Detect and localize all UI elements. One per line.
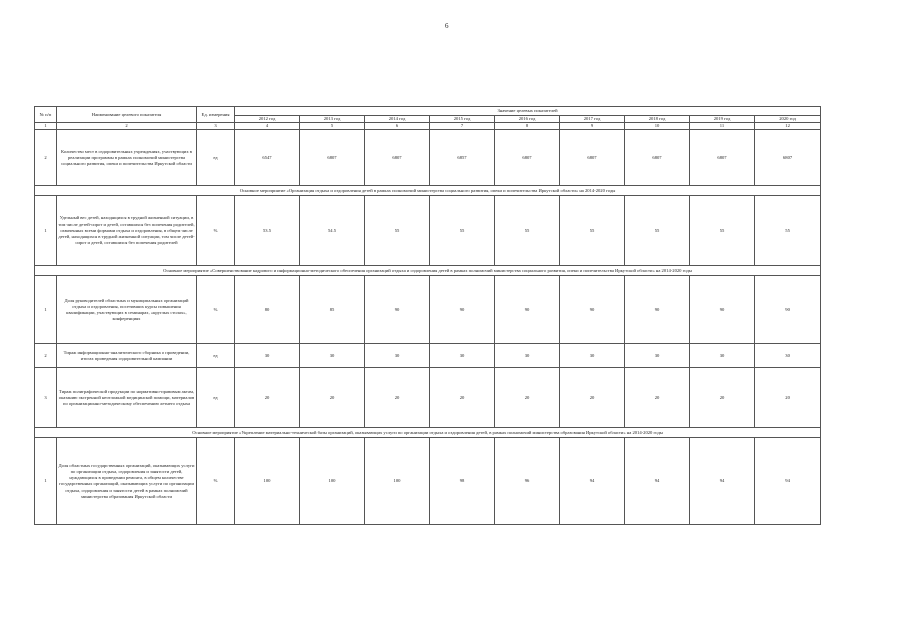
header-year: 2013 год — [300, 116, 365, 123]
value-cell: 20 — [495, 368, 560, 428]
value-cell: 90 — [755, 276, 821, 344]
row-number: 1 — [35, 276, 57, 344]
value-cell: 100 — [365, 438, 430, 525]
section-title: Основное мероприятие «Организация отдыха и оздоровления детей в рамках полномочий министерства социального развития, опеки и попечительства Иркутской области» на 2014-2020 годы — [35, 186, 821, 196]
column-number: 6 — [365, 123, 430, 130]
value-cell: 53.5 — [235, 196, 300, 266]
value-cell: 94 — [755, 438, 821, 525]
unit-cell: ед — [197, 344, 235, 368]
value-cell: 6857 — [430, 130, 495, 186]
indicator-name: Доля руководителей областных и муниципальных организаций отдыха и оздоровления, посетивших курсы повышения квалификации, участвующих в семинарах, «круглых столах», конференциях — [57, 276, 197, 344]
value-cell: 96 — [495, 438, 560, 525]
column-number: 11 — [690, 123, 755, 130]
section-title: Основное мероприятие «Укрепление материально-технической базы организаций, оказывающих услуги по организации отдыха и оздоровления детей, в рамках полномочий министерства образования Иркутской области» на 2014-2020 годы — [35, 428, 821, 438]
column-number: 12 — [755, 123, 821, 130]
value-cell: 100 — [235, 438, 300, 525]
indicator-name: Тираж полиграфической продукции по нормативно-правовым актам, оказанию экстренной неотложной медицинской помощи, материалов по организационно-методическому обеспечению летнего отдыха — [57, 368, 197, 428]
header-year: 2016 год — [495, 116, 560, 123]
row-number: 1 — [35, 438, 57, 525]
value-cell: 100 — [300, 438, 365, 525]
indicator-name: Удельный вес детей, находящихся в трудной жизненной ситуации, в том числе детей-сирот и детей, оставшихся без попечения родителей, охваченных всеми формами отдыха и оздоровления, в общем числе детей, находящихся в трудной жизненной ситуации, том числе детей-сирот и детей, оставшихся без попечения родителей — [57, 196, 197, 266]
indicator-name: Доля областных государственных организаций, оказывающих услуги по организации отдыха, оздоровления и занятости детей, нуждающихся в проведении ремонта, в общем количестве государственных организаций, оказывающих услуги по организации отдыха, оздоровления и занятости детей в рамках полномочий министерства образования Иркутской области — [57, 438, 197, 525]
header-year: 2018 год — [625, 116, 690, 123]
value-cell: 6807 — [690, 130, 755, 186]
value-cell: 6807 — [560, 130, 625, 186]
header-year: 2012 год — [235, 116, 300, 123]
value-cell: 6547 — [235, 130, 300, 186]
unit-cell: % — [197, 196, 235, 266]
header-year: 2017 год — [560, 116, 625, 123]
value-cell: 30 — [495, 344, 560, 368]
value-cell: 20 — [300, 368, 365, 428]
value-cell: 30 — [755, 344, 821, 368]
value-cell: 30 — [625, 344, 690, 368]
table-row — [35, 438, 821, 525]
value-cell: 30 — [235, 344, 300, 368]
value-cell: 30 — [365, 344, 430, 368]
value-cell: 90 — [560, 276, 625, 344]
value-cell: 55 — [495, 196, 560, 266]
column-number: 7 — [430, 123, 495, 130]
value-cell: 30 — [430, 344, 495, 368]
row-number: 1 — [35, 196, 57, 266]
value-cell: 55 — [365, 196, 430, 266]
row-number: 2 — [35, 344, 57, 368]
column-number: 10 — [625, 123, 690, 130]
value-cell: 20 — [365, 368, 430, 428]
column-number: 1 — [35, 123, 57, 130]
value-cell: 90 — [495, 276, 560, 344]
section-row — [35, 428, 821, 438]
value-cell: 94 — [560, 438, 625, 525]
value-cell: 55 — [755, 196, 821, 266]
value-cell: 85 — [300, 276, 365, 344]
value-cell: 6807 — [300, 130, 365, 186]
page-number: 6 — [445, 22, 449, 30]
table-row — [35, 344, 821, 368]
value-cell: 20 — [690, 368, 755, 428]
value-cell: 6807 — [625, 130, 690, 186]
row-number: 3 — [35, 368, 57, 428]
header-values-group: Значение целевых показателей — [235, 107, 821, 116]
value-cell: 54.5 — [300, 196, 365, 266]
column-number: 5 — [300, 123, 365, 130]
table-row — [35, 196, 821, 266]
header-num: № п/п — [35, 107, 57, 123]
value-cell: 20 — [755, 368, 821, 428]
value-cell: 55 — [560, 196, 625, 266]
value-cell: 90 — [430, 276, 495, 344]
indicator-name: Количество мест в оздоровительных учреждениях, участвующих в реализации программы в рамках полномочий министерства социального развития, опеки и попечительства Иркутской области — [57, 130, 197, 186]
table-row — [35, 368, 821, 428]
column-number: 4 — [235, 123, 300, 130]
value-cell: 55 — [690, 196, 755, 266]
value-cell: 98 — [430, 438, 495, 525]
value-cell: 94 — [690, 438, 755, 525]
unit-cell: ед — [197, 130, 235, 186]
value-cell: 6807 — [755, 130, 821, 186]
table-row — [35, 130, 821, 186]
value-cell: 30 — [300, 344, 365, 368]
target-indicators-table — [34, 106, 821, 525]
value-cell: 90 — [365, 276, 430, 344]
header-year: 2015 год — [430, 116, 495, 123]
header-year: 2014 год — [365, 116, 430, 123]
value-cell: 55 — [430, 196, 495, 266]
column-number: 9 — [560, 123, 625, 130]
row-number: 2 — [35, 130, 57, 186]
table-row — [35, 276, 821, 344]
unit-cell: % — [197, 438, 235, 525]
header-year: 2019 год — [690, 116, 755, 123]
value-cell: 30 — [690, 344, 755, 368]
section-title: Основное мероприятие «Совершенствование кадрового и информационно-методического обеспечения организаций отдыха и оздоровления детей в рамках полномочий министерства социального развития, опеки и попечительства Иркутской области» на 2014-2020 годы — [35, 266, 821, 276]
section-row — [35, 266, 821, 276]
column-number: 2 — [57, 123, 197, 130]
value-cell: 20 — [430, 368, 495, 428]
value-cell: 90 — [690, 276, 755, 344]
header-unit: Ед. измерения — [197, 107, 235, 123]
value-cell: 80 — [235, 276, 300, 344]
column-number: 8 — [495, 123, 560, 130]
column-number: 3 — [197, 123, 235, 130]
value-cell: 6807 — [365, 130, 430, 186]
header-name: Наименование целевого показателя — [57, 107, 197, 123]
header-year: 2020 год — [755, 116, 821, 123]
unit-cell: ед — [197, 368, 235, 428]
value-cell: 20 — [625, 368, 690, 428]
section-row — [35, 186, 821, 196]
value-cell: 94 — [625, 438, 690, 525]
value-cell: 20 — [560, 368, 625, 428]
indicator-name: Тираж информационно-аналитического сборника о проведении, итогах проведения оздоровительной кампании — [57, 344, 197, 368]
value-cell: 6807 — [495, 130, 560, 186]
value-cell: 55 — [625, 196, 690, 266]
value-cell: 20 — [235, 368, 300, 428]
unit-cell: % — [197, 276, 235, 344]
value-cell: 30 — [560, 344, 625, 368]
value-cell: 90 — [625, 276, 690, 344]
